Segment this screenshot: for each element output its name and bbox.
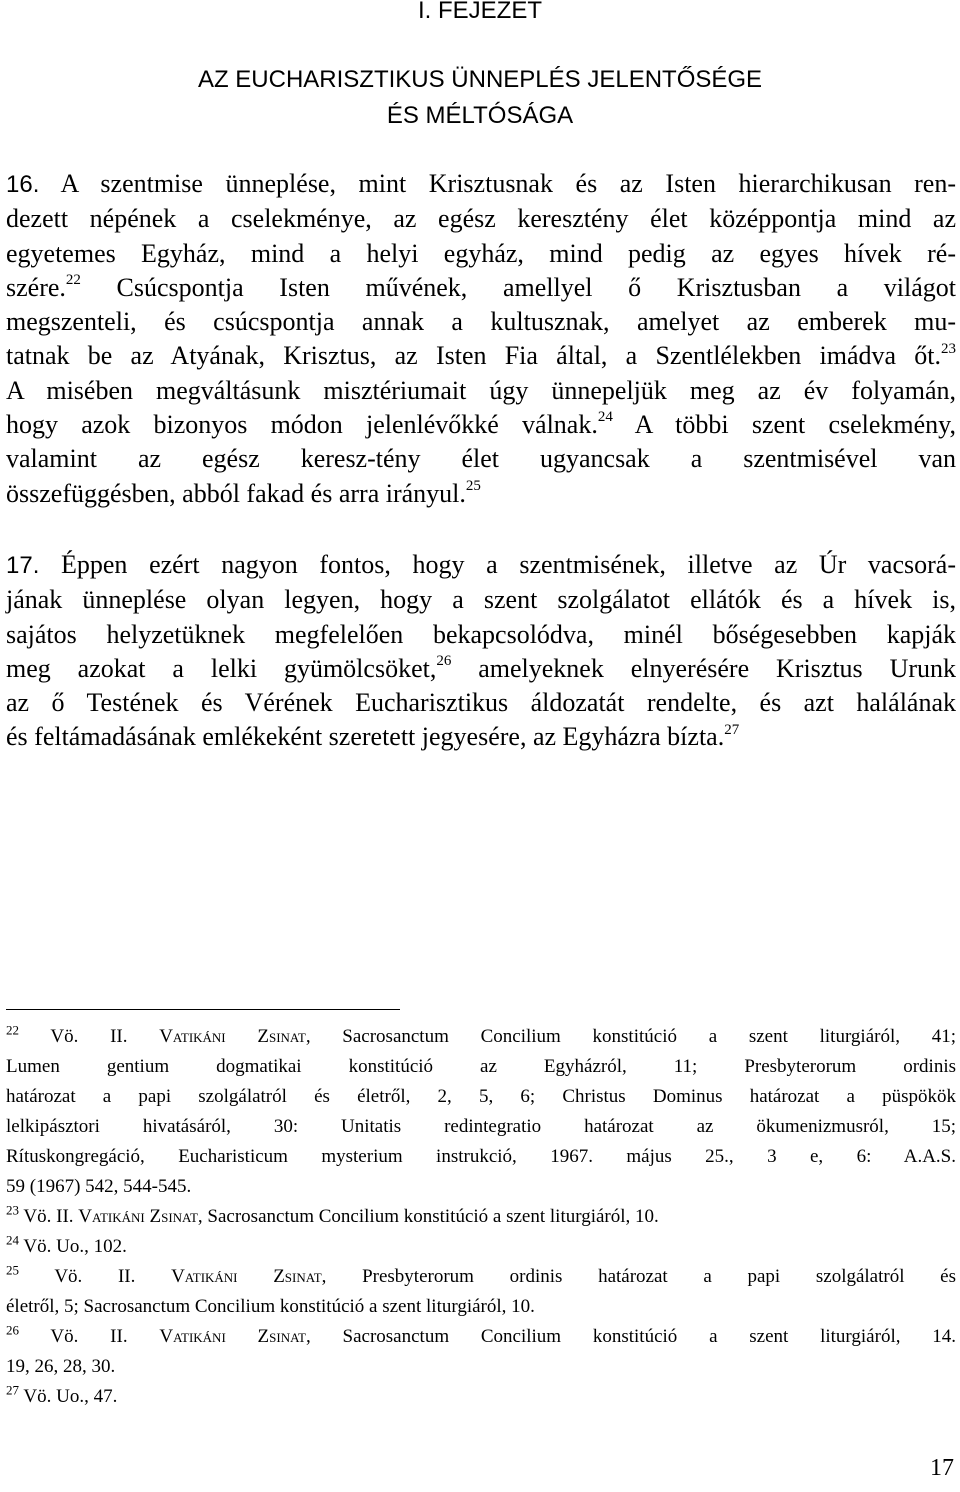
footnote-ref[interactable]: 26 (436, 653, 452, 670)
paragraph-line: valamint az egész keresz-tény élet ugyancsak a szentmisével van (6, 444, 956, 474)
paragraph-number: 16. (6, 171, 40, 198)
chapter-heading: I. FEJEZET (417, 0, 542, 24)
paragraph-line: meg azokat a lelki gyümölcsöket,$^{26}$ amelyeknek elnyerésére Krisztus Urunk (6, 653, 957, 683)
paragraph-line: összefüggésben, abból fakad és arra irányul.$^{25}$ (6, 478, 481, 508)
paragraph-line: dezett népének a cselekménye, az egész keresztény élet középpontja mind az (6, 204, 956, 234)
paragraph-number: 17. (6, 552, 40, 579)
paragraph-16 (6, 167, 956, 511)
footnote-number: 24 (6, 1232, 19, 1248)
footnote-ref[interactable]: 24 (597, 409, 613, 426)
footnote-number: 23 (6, 1202, 19, 1218)
paragraph-line: tatnak be az Atyának, Krisztus, az Isten Fia által, a Szentlélekben imádva őt.$^{23}$ (6, 340, 956, 371)
section-title (0, 62, 960, 134)
footnote-number: 27 (6, 1382, 19, 1398)
paragraph-line: megszenteli, és csúcspontja annak a kultusznak, amelyet az emberek mu- (6, 307, 956, 337)
footnote-24: $^{24}$ Vö. Uo., 102. (6, 1232, 127, 1257)
paragraph-line: 17. Éppen ezért nagyon fontos, hogy a szentmisének, illetve az Úr vacsorá- (6, 550, 956, 579)
footnote-number: 22 (6, 1022, 19, 1038)
page-number: 17 (930, 1455, 954, 1481)
paragraph-line: sajátos helyzetüknek megfelelően bekapcsolódva, minél bőségesebben kapják (6, 619, 956, 649)
paragraph-17 (6, 548, 956, 755)
section-title-line-1: AZ EUCHARISZTIKUS ÜNNEPLÉS JELENTŐSÉGE (197, 66, 763, 93)
paragraph-line: egyetemes Egyház, mind a helyi egyház, mind pedig az egyes hívek ré- (6, 238, 956, 268)
paragraph-line: szére.$^{22}$ Csúcspontja Isten művének, amellyel ő Krisztusban a világot (6, 272, 956, 302)
paragraph-line: hogy azok bizonyos módon jelenlévőkké válnak.$^{24}$ A többi szent cselekmény, (6, 409, 956, 440)
footnote-number: 25 (6, 1262, 19, 1278)
paragraph-line: jának ünneplése olyan legyen, hogy a szent szolgálatot ellátók és a hívek is, (6, 585, 956, 615)
footnote-26: $^{26}$ Vö. II. Vatikáni Zsinat, Sacrosanctum Concilium konstitúció a szent liturgiáról, 14. 19, 26, 28, 30. (6, 1322, 956, 1377)
footnote-ref[interactable]: 27 (724, 721, 740, 738)
footnote-ref[interactable]: 23 (941, 340, 956, 357)
footnote-divider (6, 1009, 400, 1010)
footnotes (6, 1022, 956, 1412)
footnote-23: $^{23}$ Vö. II. Vatikáni Zsinat, Sacrosanctum Concilium konstitúció a szent liturgiáról, 10. (6, 1202, 659, 1227)
footnote-ref[interactable]: 25 (465, 478, 481, 495)
footnote-number: 26 (6, 1322, 19, 1338)
footnote-22: $^{22}$ Vö. II. Vatikáni Zsinat, Sacrosanctum Concilium konstitúció a szent liturgiáról, 41; Lumen gentium dogmatikai konstitúció az Egyházról, 11; Presbyterorum ordinis határozat a papi szolgálatról és életről, 2, 5, 6; Christus Dominus határozat a püspökök lelkipásztori hivatásáról, 30: Unitatis redintegratio határozat az ökumenizmusról, 15; Rítuskongregáció, Eucharisticum mysterium instrukció, 1967. május 25., 3 e, 6: A.A.S. 59 (1967) 542, 544-545. (6, 1022, 956, 1197)
footnote-25: $^{25}$ Vö. II. Vatikáni Zsinat, Presbyterorum ordinis határozat a papi szolgálatról és életről, 5; Sacrosanctum Concilium konstitúció a szent liturgiáról, 10. (6, 1262, 957, 1317)
paragraph-line: A misében megváltásunk misztériumait úgy ünnepeljük meg az év folyamán, (6, 375, 956, 405)
footnote-27: $^{27}$ Vö. Uo., 47. (6, 1382, 118, 1407)
section-title-line-2: ÉS MÉLTÓSÁGA (386, 102, 574, 129)
footnote-ref[interactable]: 22 (65, 272, 81, 289)
paragraph-line: 16. A szentmise ünneplése, mint Krisztusnak és az Isten hierarchikusan ren- (6, 169, 956, 198)
paragraph-line: és feltámadásának emlékeként szeretett jegyesére, az Egyházra bízta.$^{27}$ (6, 721, 740, 752)
paragraph-line: az ő Testének és Vérének Eucharisztikus áldozatát rendelte, és azt halálának (6, 688, 956, 718)
